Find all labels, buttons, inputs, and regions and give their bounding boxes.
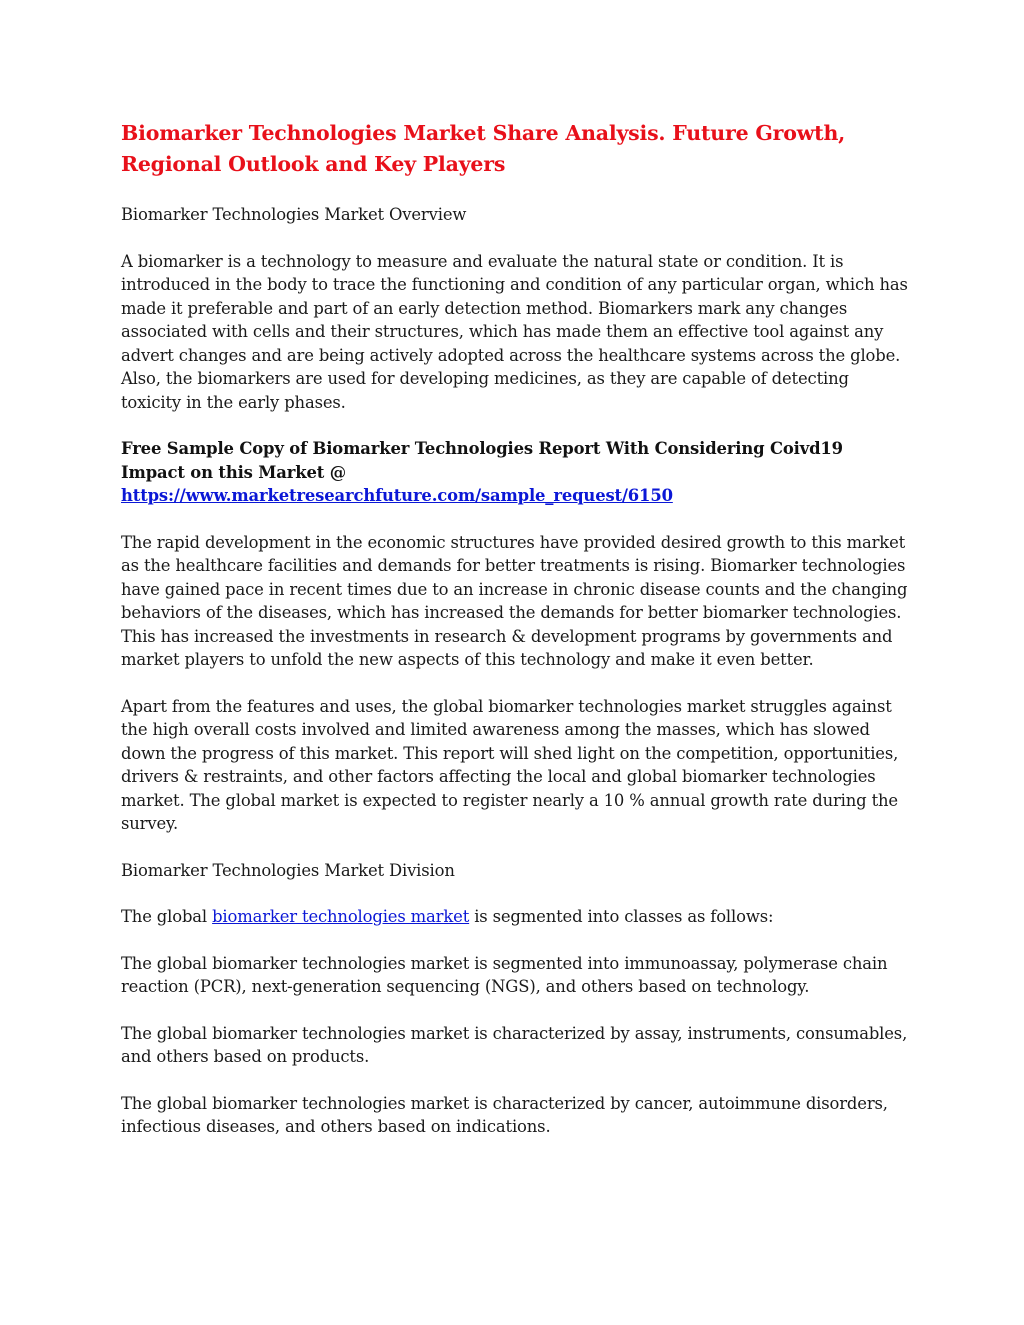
document-page [121,118,911,1162]
overview-paragraph: A biomarker is a technology to measure and evaluate the natural state or condition. It is introduced in the body to trace the functioning and condition of any particular organ, which has made it preferable and part of an early detection method. Biomarkers mark any changes associated with cells and their structures, which has made them an effective tool against any advert changes and are being actively adopted across the healthcare systems across the globe. Also, the biomarkers are used for developing medicines, as they are capable of detecting toxicity in the early phases. [121,251,908,412]
sample-copy-text: Free Sample Copy of Biomarker Technologies Report With Considering Coivd19 Impact on this Market @ [121,439,843,482]
indications-paragraph: The global biomarker technologies market is characterized by cancer, autoimmune disorders, infectious diseases, and others based on indications. [121,1093,888,1136]
division-heading: Biomarker Technologies Market Division [121,860,455,880]
segmented-intro [121,905,911,929]
document-title: Biomarker Technologies Market Share Analysis. Future Growth, Regional Outlook and Key Players [121,121,846,176]
market-link[interactable]: biomarker technologies market [212,907,470,926]
restraints-paragraph: Apart from the features and uses, the global biomarker technologies market struggles against the high overall costs involved and limited awareness among the masses, which has slowed down the progress of this market. This report will shed light on the competition, opportunities, drivers & restraints, and other factors affecting the local and global biomarker technologies market. The global market is expected to register nearly a 10 % annual growth rate during the survey. [121,696,899,833]
overview-heading: Biomarker Technologies Market Overview [121,205,467,224]
sample-copy-block [121,437,911,508]
technology-paragraph: The global biomarker technologies market is segmented into immunoassay, polymerase chain reaction (PCR), next-generation sequencing (NGS), and others based on technology. [121,953,888,996]
products-paragraph: The global biomarker technologies market is characterized by assay, instruments, consumables, and others based on products. [121,1023,908,1066]
growth-paragraph: The rapid development in the economic structures have provided desired growth to this market as the healthcare facilities and demands for better treatments is rising. Biomarker technologies have gained pace in recent times due to an increase in chronic disease counts and the changing behaviors of the diseases, which has increased the demands for better biomarker technologies. This has increased the investments in research & development programs by governments and market players to unfold the new aspects of this technology and make it even better. [121,532,908,669]
sample-request-link[interactable]: https://www.marketresearchfuture.com/sample_request/6150 [121,486,673,505]
segmented-intro-prefix: The global [121,907,213,926]
segmented-intro-suffix: is segmented into classes as follows: [469,907,774,926]
